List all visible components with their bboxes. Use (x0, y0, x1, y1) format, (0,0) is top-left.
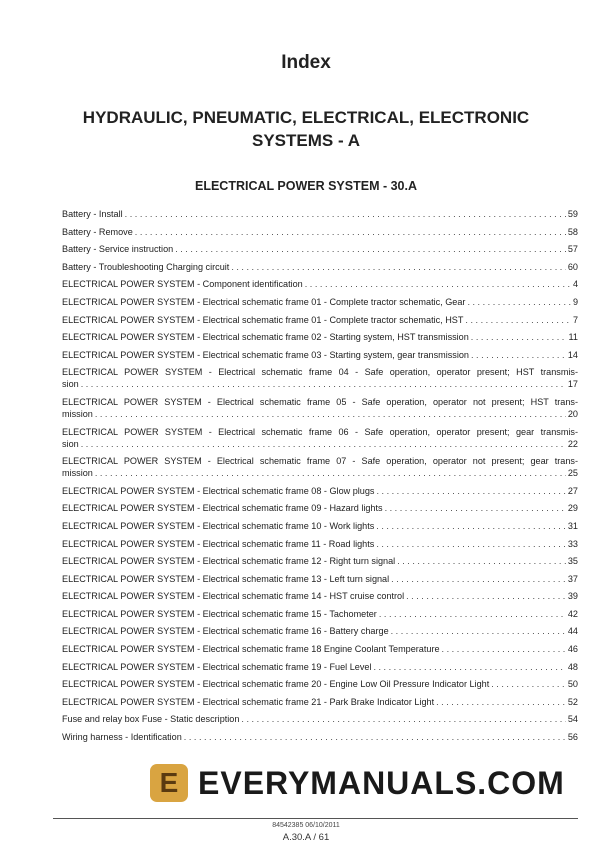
index-entry[interactable] (62, 731, 578, 743)
entry-page: 17 (567, 379, 578, 390)
entry-title: Battery - Install (62, 209, 123, 219)
dot-leader (391, 573, 566, 585)
entry-title: ELECTRICAL POWER SYSTEM - Electrical schematic frame 08 - Glow plugs (62, 485, 375, 496)
index-entry[interactable] (62, 520, 578, 532)
index-entry[interactable] (62, 625, 578, 637)
index-entry[interactable] (62, 331, 578, 343)
dot-leader (397, 555, 566, 567)
entry-title: ELECTRICAL POWER SYSTEM - Electrical schematic frame 18 Engine Coolant Temperature (62, 644, 440, 655)
index-entry[interactable] (62, 366, 578, 390)
footer-divider (53, 818, 578, 819)
entry-page: 25 (567, 468, 578, 479)
dot-leader (406, 590, 566, 602)
entry-title: Battery - Remove (62, 226, 133, 237)
entry-title-continued: mission (62, 468, 93, 479)
dot-leader (81, 438, 566, 450)
index-entry[interactable] (62, 261, 578, 273)
entry-title: ELECTRICAL POWER SYSTEM - Electrical schematic frame 01 - Complete tractor schematic, HST (62, 314, 464, 325)
index-entry[interactable] (62, 643, 578, 655)
dot-leader (135, 226, 566, 238)
entry-page: 29 (567, 503, 578, 514)
entry-page: 14 (567, 349, 578, 360)
entry-page: 7 (572, 314, 578, 325)
dot-leader (373, 661, 565, 673)
index-entry[interactable] (62, 696, 578, 708)
watermark: EVERYMANUALS.COM (198, 765, 565, 801)
index-entry[interactable] (62, 278, 578, 290)
index-entry[interactable] (62, 243, 578, 255)
entry-page: 35 (567, 556, 578, 567)
entry-title: Fuse and relay box Fuse - Static description (62, 714, 240, 725)
index-entry[interactable] (62, 208, 578, 220)
entry-page: 20 (567, 408, 578, 419)
entry-title: ELECTRICAL POWER SYSTEM - Electrical schematic frame 04 - Safe operation, operator present; HST transmis- (62, 367, 578, 378)
dot-leader (81, 378, 566, 390)
dot-leader (305, 278, 571, 290)
dot-leader (376, 520, 566, 532)
dot-leader (95, 408, 566, 420)
index-list (62, 208, 578, 749)
entry-title: ELECTRICAL POWER SYSTEM - Electrical schematic frame 01 - Complete tractor schematic, Gear (62, 296, 466, 307)
entry-page: 59 (567, 209, 578, 219)
dot-leader (95, 467, 566, 479)
entry-title: ELECTRICAL POWER SYSTEM - Component identification (62, 279, 303, 290)
dot-leader (442, 643, 566, 655)
entry-title: ELECTRICAL POWER SYSTEM - Electrical schematic frame 03 - Starting system, gear transmission (62, 349, 469, 360)
dot-leader (471, 331, 567, 343)
entry-page: 58 (567, 226, 578, 237)
entry-title: ELECTRICAL POWER SYSTEM - Electrical schematic frame 06 - Safe operation, operator present; gear transmis- (62, 426, 578, 437)
dot-leader (184, 731, 566, 743)
footer-doc-id: 84542385 06/10/2011 (272, 822, 340, 829)
entry-title: Battery - Service instruction (62, 244, 174, 255)
entry-title: ELECTRICAL POWER SYSTEM - Electrical schematic frame 02 - Starting system, HST transmission (62, 332, 469, 343)
entry-page: 57 (567, 244, 578, 255)
dot-leader (231, 261, 566, 273)
index-entry[interactable] (62, 608, 578, 620)
entry-title: ELECTRICAL POWER SYSTEM - Electrical schematic frame 10 - Work lights (62, 520, 375, 531)
entry-page: 11 (568, 332, 578, 343)
entry-page: 37 (567, 573, 578, 584)
dot-leader (467, 296, 571, 308)
entry-title: ELECTRICAL POWER SYSTEM - Electrical schematic frame 13 - Left turn signal (62, 573, 390, 584)
entry-page: 27 (567, 485, 578, 496)
footer-page-ref: A.30.A / 61 (282, 832, 330, 843)
entry-page: 50 (567, 679, 578, 690)
entry-page: 9 (572, 296, 578, 307)
dot-leader (491, 678, 566, 690)
dot-leader (125, 208, 566, 220)
dot-leader (376, 485, 565, 497)
entry-title: ELECTRICAL POWER SYSTEM - Electrical schematic frame 07 - Safe operation, operator not present; gear trans- (62, 456, 578, 467)
entry-title: ELECTRICAL POWER SYSTEM - Electrical schematic frame 20 - Engine Low Oil Pressure Indicator Light (62, 679, 490, 690)
index-entry[interactable] (62, 555, 578, 567)
entry-title-continued: sion (62, 379, 79, 390)
entry-title: ELECTRICAL POWER SYSTEM - Electrical schematic frame 21 - Park Brake Indicator Light (62, 696, 435, 707)
dot-leader (241, 713, 565, 725)
entry-page: 52 (567, 696, 578, 707)
index-entry[interactable] (62, 590, 578, 602)
entry-title: ELECTRICAL POWER SYSTEM - Electrical schematic frame 19 - Fuel Level (62, 661, 372, 672)
dot-leader (465, 314, 571, 326)
entry-page: 22 (567, 438, 578, 449)
entry-title: Wiring harness - Identification (62, 732, 182, 743)
dot-leader (379, 608, 566, 620)
index-entry[interactable] (62, 713, 578, 725)
dot-leader (385, 502, 566, 514)
entry-page: 39 (567, 591, 578, 602)
entry-title: ELECTRICAL POWER SYSTEM - Electrical schematic frame 05 - Safe operation, operator not present; HST trans- (62, 396, 578, 407)
page-title: Index (281, 52, 331, 73)
dot-leader (175, 243, 566, 255)
index-entry[interactable] (62, 296, 578, 308)
index-entry[interactable] (62, 678, 578, 690)
index-entry[interactable] (62, 485, 578, 497)
entry-page: 33 (567, 538, 578, 549)
index-entry[interactable] (62, 349, 578, 361)
index-entry[interactable] (62, 538, 578, 550)
index-entry[interactable] (62, 573, 578, 585)
entry-title: ELECTRICAL POWER SYSTEM - Electrical schematic frame 16 - Battery charge (62, 626, 389, 637)
entry-page: 54 (567, 714, 578, 725)
entry-title-continued: sion (62, 438, 79, 449)
entry-title: Battery - Troubleshooting Charging circuit (62, 261, 230, 272)
index-entry[interactable] (62, 455, 578, 479)
dot-leader (471, 349, 566, 361)
entry-page: 56 (567, 732, 578, 743)
index-entry[interactable] (62, 396, 578, 420)
entry-page: 42 (567, 608, 578, 619)
entry-title: ELECTRICAL POWER SYSTEM - Electrical schematic frame 09 - Hazard lights (62, 503, 383, 514)
subsection-heading: ELECTRICAL POWER SYSTEM - 30.A (194, 179, 417, 193)
index-entry[interactable] (62, 314, 578, 326)
dot-leader (391, 625, 566, 637)
dot-leader (376, 538, 566, 550)
entry-title: ELECTRICAL POWER SYSTEM - Electrical schematic frame 15 - Tachometer (62, 608, 377, 619)
index-entry[interactable] (62, 661, 578, 673)
entry-page: 31 (567, 520, 578, 531)
entry-page: 48 (567, 661, 578, 672)
watermark-logo: E (150, 764, 188, 802)
entry-page: 4 (572, 279, 578, 290)
entry-title: ELECTRICAL POWER SYSTEM - Electrical schematic frame 14 - HST cruise control (62, 591, 405, 602)
entry-title: ELECTRICAL POWER SYSTEM - Electrical schematic frame 12 - Right turn signal (62, 556, 396, 567)
section-heading: HYDRAULIC, PNEUMATIC, ELECTRICAL, ELECTRONIC SYSTEMS - A (82, 108, 530, 150)
dot-leader (436, 696, 566, 708)
index-entry[interactable] (62, 226, 578, 238)
index-entry[interactable] (62, 426, 578, 450)
entry-title: ELECTRICAL POWER SYSTEM - Electrical schematic frame 11 - Road lights (62, 538, 375, 549)
index-entry[interactable] (62, 502, 578, 514)
entry-page: 46 (567, 644, 578, 655)
entry-page: 44 (567, 626, 578, 637)
entry-title-continued: mission (62, 408, 93, 419)
entry-page: 60 (567, 261, 578, 272)
